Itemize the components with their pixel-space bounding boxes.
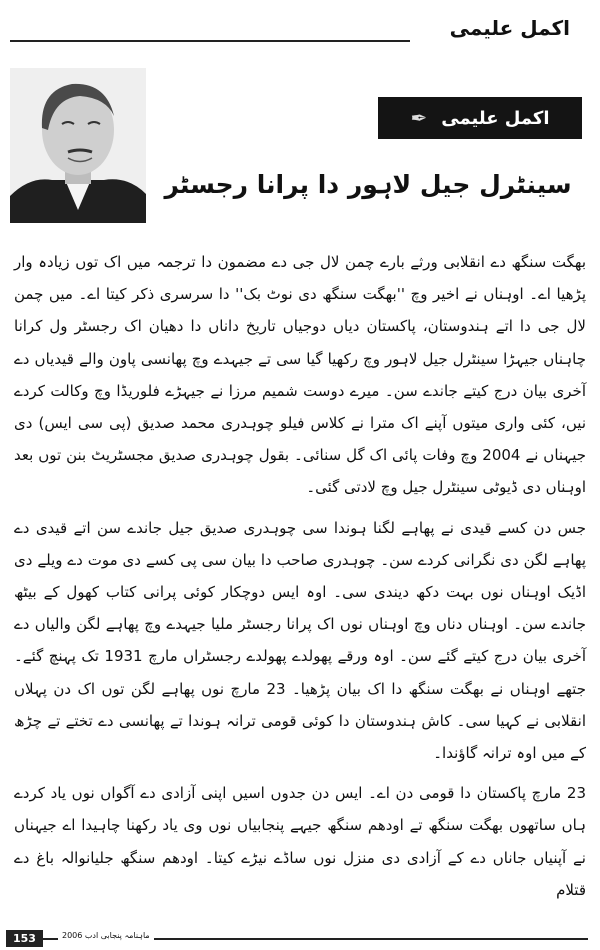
byline-banner (378, 97, 582, 139)
author-photo (10, 68, 146, 223)
paragraph: بھگت سنگھ دے انقلابی ورثے بارے چمن لال جی دے مضمون دا ترجمہ میں اک توں زیادہ وار پڑھیا اے۔ اوہناں نے اخیر وچ ''بھگت سنگھ دی نوٹ بک'' دا سرسری ذکر کیتا اے۔ میں چمن لال جی دا اتے ہندوستان، پاکستان دیاں دوجیاں تاریخ داناں دا دھیان اک رجسٹر ول کرانا چاہناں جیہڑا سینٹرل جیل لاہور وچ رکھیا گیا سی تے جیہدے وچ پھانسی پاون والے قیدیاں دے آخری بیان درج کیتے جاندے سن۔ میرے دوست شمیم مرزا نے جیہڑے فلوریڈا وچ وکالت کردے نیں، کئی واری میتوں آپنے اک مترا نے کلاس فیلو چوہدری محمد صدیق (پی سی ایس) دی جیہناں نے 2004 وچ وفات پائی اک گل سنائی۔ بقول چوہدری صدیق مجسٹریٹ بنن توں بعد اوہناں دی ڈیوٹی سینٹرل جیل وچ لادتی گئی۔ (14, 253, 587, 497)
byline-author-name: اکمل علیمی (441, 107, 550, 129)
paragraph: 23 مارچ پاکستان دا قومی دن اے۔ ایس دن جدوں اسیں اپنی آزادی دے آگواں نوں یاد کردے ہاں ساتھوں بھگت سنگھ تے اودھم سنگھ جیہے پنجابیاں نوں وی یاد رکھنا چاہیدا اے جیہناں نے آپنیاں جاناں دے کے آزادی دی منزل نوں ساڈے نیڑے کیتا۔ اودھم سنگھ جلیانوالہ باغ دے قتلام (14, 784, 586, 899)
page-footer (0, 928, 600, 950)
issue-label: ماہنامہ پنجابی ادب 2006 (58, 931, 154, 940)
article-body (14, 246, 586, 914)
header-rule (10, 40, 410, 42)
header-author-name: اکمل علیمی (449, 16, 570, 40)
quill-icon: ✒ (410, 106, 428, 130)
paragraph: جس دن کسے قیدی نے پھاہے لگنا ہوندا سی چوہدری صدیق جیل جاندے سن اتے قیدی دے پھاہے لگن دی نگرانی کردے سن۔ چوہدری صاحب دا بیان سی پی کسے دی موت دے ویلے دی اڈیک اوہناں نوں بہت دکھ دیندی سی۔ اوہ ایس دوچکار کوئی پرانی کتاب کھول کے بیٹھ جاندے سن۔ اوہناں دناں وچ اوہناں نوں اک پرانا رجسٹر ملیا جیہدے وچ پھاہے لگن والیاں دے آخری بیان درج کیتے گئے سن۔ اوہ ورقے پھولدے پھولدے رجسٹراں مارچ 1931 تک پہنچ گئے۔ جتھے اوہناں نے بھگت سنگھ دا اک بیان پڑھیا۔ 23 مارچ نوں پھاہے لگن توں اک دن پہلاں انقلابی نے کہیا سی۔ کاش ہندوستان دا کوئی قومی ترانہ ہوندا تے پھانسی دے تختے تے چڑھ کے میں اوہ ترانہ گاؤندا۔ (14, 518, 586, 763)
page-number: 153 (6, 930, 43, 947)
article-title: سینٹرل جیل لاہور دا پرانا رجسٹر (164, 170, 572, 199)
